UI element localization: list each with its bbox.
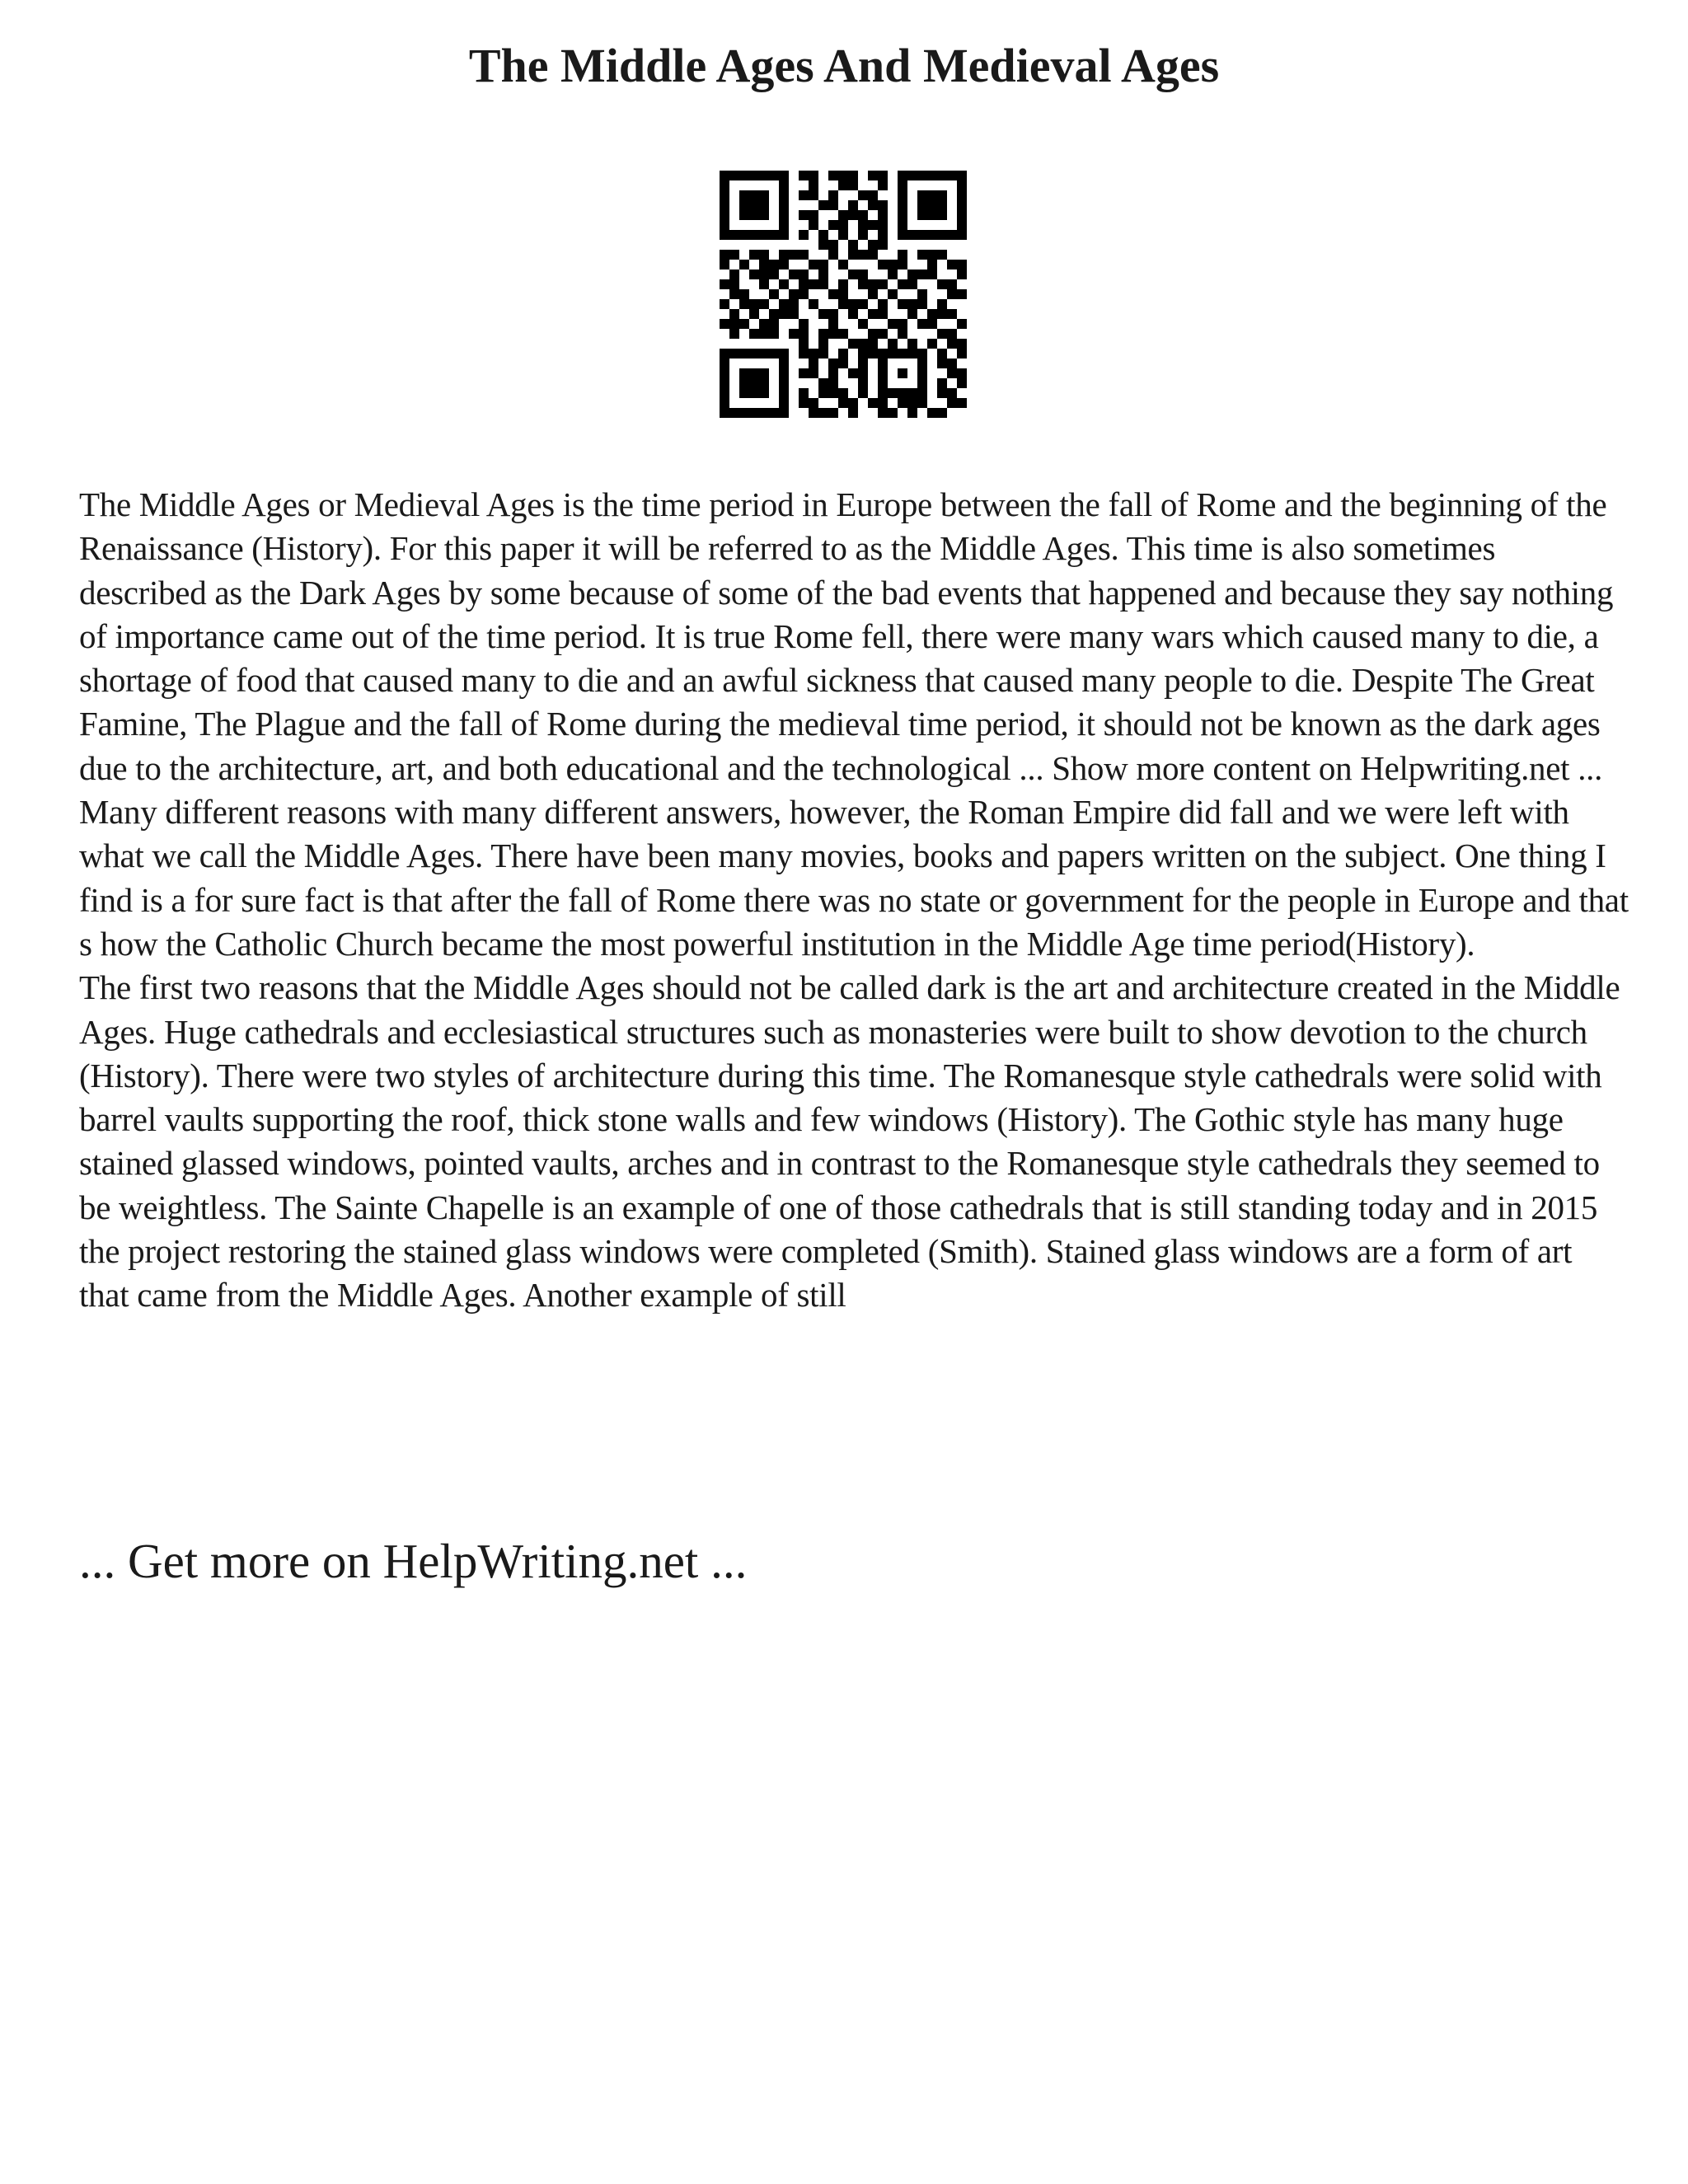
paragraph: Many different reasons with many different answers, however, the Roman Empire did fall and we were left with what we call the Middle Ages. There have been many movies, books and papers written on the subject. One thing I find is a for sure fact is that after the fall of Rome there was no state or government for the people in Europe and that s how the Catholic Church became the most powerful institution in the Middle Age time period(History). bbox=[79, 793, 1629, 963]
page-title: The Middle Ages And Medieval Ages bbox=[468, 39, 1220, 92]
paragraph: The first two reasons that the Middle Ages should not be called dark is the art and architecture created in the Middle Ages. Huge cathedrals and ecclesiastical structures such as monasteries were built to show devotion to the church (History). There were two styles of architecture during this time. The Romanesque style cathedrals were solid with barrel vaults supporting the roof, thick stone walls and few windows (History). The Gothic style has many huge stained glassed windows, pointed vaults, arches and in contrast to the Romanesque style cathedrals they seemed to be weightless. The Sainte Chapelle is an example of one of those cathedrals that is still standing today and in 2015 the project restoring the stained glass windows were completed (Smith). Stained glass windows are a form of art that came from the Middle Ages. Another example of still bbox=[79, 968, 1620, 1315]
qr-code-icon[interactable] bbox=[720, 171, 967, 418]
qr-code-graphic bbox=[720, 171, 967, 418]
paragraph: The Middle Ages or Medieval Ages is the time period in Europe between the fall of Rome and the beginning of the Renaissance (History). For this paper it will be referred to as the Middle Ages. This time is also sometimes described as the Dark Ages by some because of some of the bad events that happened and because they say nothing of importance came out of the time period. It is true Rome fell, there were many wars which caused many to die, a shortage of food that caused many to die and an awful sickness that caused many people to die. Despite The Great Famine, The Plague and the fall of Rome during the medieval time period, it should not be known as the dark ages due to the architecture, art, and both educational and the technological ... Show more content on Helpwriting.net ... bbox=[79, 485, 1614, 787]
get-more-link[interactable]: ... Get more on HelpWriting.net ... bbox=[79, 1534, 748, 1588]
article-body bbox=[79, 483, 1629, 1318]
